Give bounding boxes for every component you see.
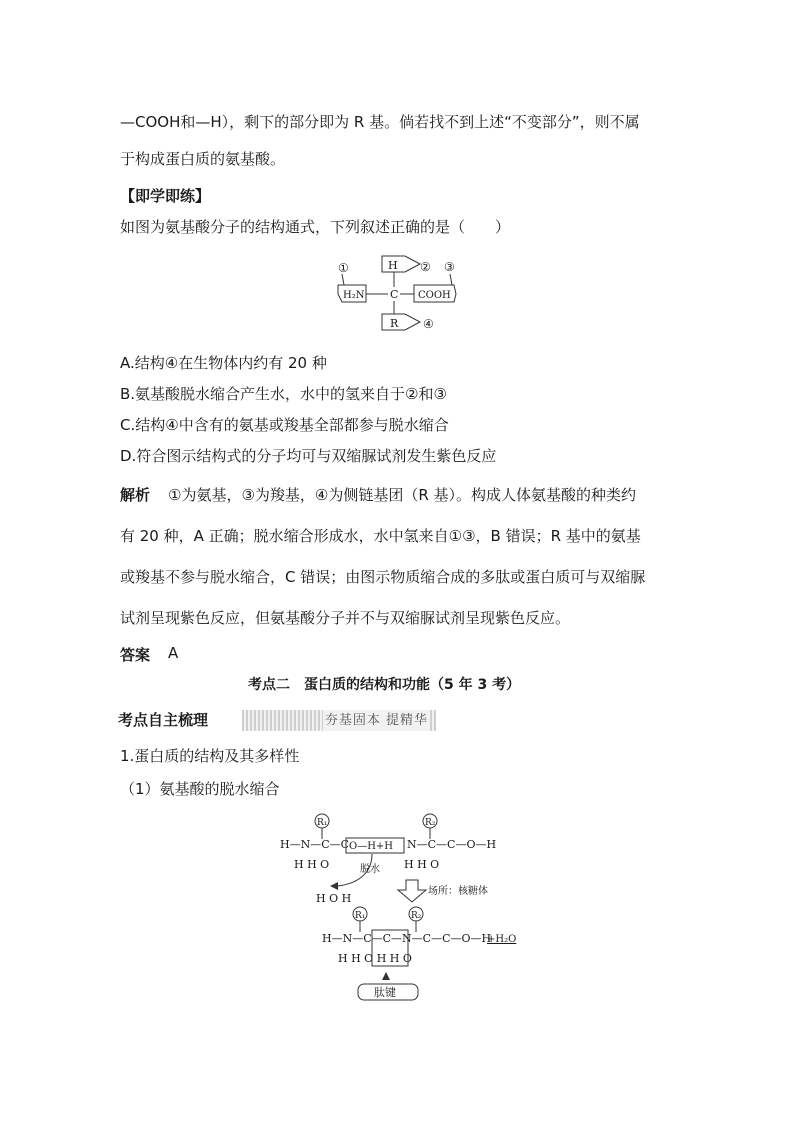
option-c: C.结构④中含有的氨基或羧基全部都参与脱水缩合 [120,416,449,434]
section-banner [118,708,436,733]
alpha-carbon: C [390,288,399,301]
label-2: ② [420,260,431,274]
answer-value: A [168,644,179,662]
section-title: 考点二 蛋白质的结构和功能（5 年 3 考） [248,677,521,693]
option-a: A.结构④在生物体内约有 20 种 [120,354,327,372]
svg-text:H—N—C—C—N—C—C—O—H: H—N—C—C—N—C—C—O—H [322,932,492,945]
svg-text:H—N—C—C: H—N—C—C [280,838,350,851]
practice-question: 如图为氨基酸分子的结构通式，下列叙述正确的是（ ） [120,218,511,236]
h-group: H [388,259,398,272]
option-d: D.符合图示结构式的分子均可与双缩脲试剂发生紫色反应 [120,447,497,465]
svg-text:H O H: H O H [316,892,352,905]
r1-top: R₁ [317,818,328,828]
dehydration-box: O—H+H [349,841,394,852]
banner-label-right: 夯基固本 提精华 [323,710,430,731]
intro-line-1: —COOH和—H），剩下的部分即为 R 基。倘若找不到上述“不变部分”，则不属 [120,113,640,131]
structure-subheading: （1）氨基酸的脱水缩合 [120,780,280,798]
r-group: R [390,317,399,330]
peptide-bond-label: 肽键 [374,986,396,999]
water-product: +H₂O [487,934,517,945]
analysis-line-4: 试剂呈现紫色反应，但氨基酸分子并不与双缩脲试剂呈现紫色反应。 [120,609,571,627]
answer-label: 答案 [120,646,151,664]
option-b: B.氨基酸脱水缩合产生水，水中的氢来自于②和③ [120,385,447,403]
dehydration-label: 脱水 [360,864,380,875]
structure-heading: 1.蛋白质的结构及其多样性 [120,747,300,765]
banner-label-left: 考点自主梳理 [118,711,209,729]
banner-stripe [242,710,436,731]
label-1: ① [338,261,349,275]
dehydration-condensation-diagram [276,812,528,1002]
practice-header: 【即学即练】 [120,187,211,205]
r1-bottom: R₁ [355,911,366,921]
svg-text:H H O: H H O [404,858,440,871]
svg-text:H H O H H O: H H O H H O [338,952,412,965]
amino-acid-structure-figure [330,250,470,338]
amino-group: H₂N [343,290,365,301]
location-label: 场所：核糖体 [428,886,488,897]
intro-line-2: 于构成蛋白质的氨基酸。 [120,150,286,168]
label-4: ④ [423,317,434,331]
r2-top: R₂ [425,818,436,828]
carboxyl-group: COOH [418,290,451,301]
analysis-line-3: 或羧基不参与脱水缩合，C 错误；由图示物质缩合成的多肽或蛋白质可与双缩脲 [120,568,646,586]
analysis-label: 解析 [120,486,151,504]
svg-text:H H O: H H O [294,858,330,871]
r2-bottom: R₂ [411,911,422,921]
label-3: ③ [444,260,455,274]
svg-text:N—C—C—O—H: N—C—C—O—H [407,838,497,851]
analysis-line-1: ①为氨基，③为羧基，④为侧链基团（R 基）。构成人体氨基酸的种类约 [168,486,637,504]
analysis-line-2: 有 20 种，A 正确；脱水缩合形成水，水中氢来自①③，B 错误；R 基中的氨基 [120,527,641,545]
